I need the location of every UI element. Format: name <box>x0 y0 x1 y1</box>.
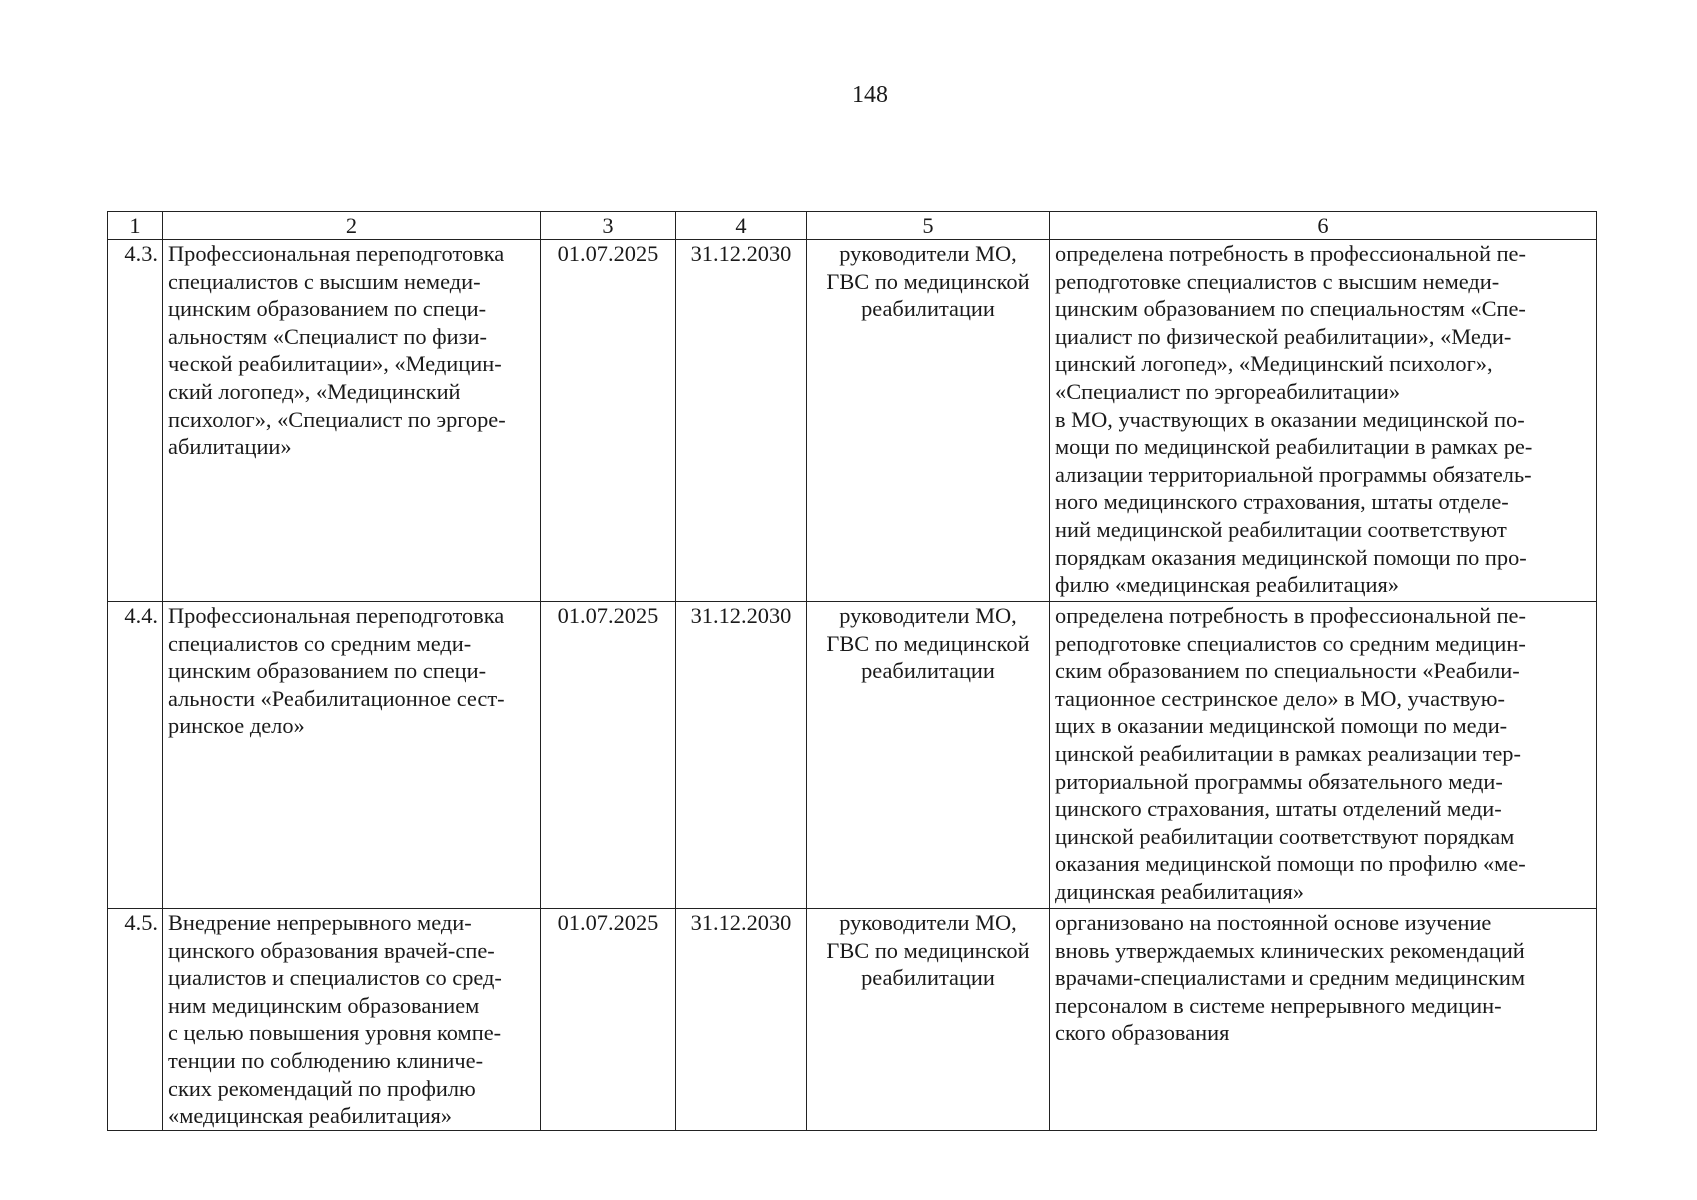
table-row <box>108 240 1597 602</box>
column-header-3: 3 <box>541 212 676 240</box>
column-header-5: 5 <box>807 212 1050 240</box>
responsible-party: руководители МО, ГВС по медицинской реабилитации <box>807 909 1050 1131</box>
end-date: 31.12.2030 <box>676 240 807 602</box>
activity-description: Внедрение непрерывного меди- цинского образования врачей-спе- циалистов и специалистов со сред- ним медицинским образованием с целью повышения уровня компе- тенции по соблюдению клиниче- ских рекомендаций по профилю «медицинская реабилитация» <box>163 909 541 1131</box>
table-header-row <box>108 212 1597 240</box>
expected-result: определена потребность в профессиональной пе- реподготовке специалистов со средним медицин- ским образованием по специальности «Реабили- тационное сестринское дело» в МО, участвую- щих в оказании медицинской помощи по меди- цинской реабилитации в рамках реализации тер- риториальной программы обязательного меди- цинского страхования, штаты отделений меди- цинской реабилитации соответствуют порядкам оказания медицинской помощи по профилю «ме- дицинская реабилитация» <box>1050 602 1597 909</box>
table-row <box>108 602 1597 909</box>
start-date: 01.07.2025 <box>541 909 676 1131</box>
column-header-2: 2 <box>163 212 541 240</box>
responsible-party: руководители МО, ГВС по медицинской реабилитации <box>807 602 1050 909</box>
column-header-4: 4 <box>676 212 807 240</box>
table-row <box>108 909 1597 1131</box>
start-date: 01.07.2025 <box>541 240 676 602</box>
start-date: 01.07.2025 <box>541 602 676 909</box>
expected-result: организовано на постоянной основе изучение вновь утверждаемых клинических рекомендаций врачами-специалистами и средним медицинским персоналом в системе непрерывного медицин- ского образования <box>1050 909 1597 1131</box>
activities-table <box>107 211 1597 1131</box>
page-number: 148 <box>852 82 888 108</box>
row-number: 4.3. <box>108 240 163 602</box>
column-header-6: 6 <box>1050 212 1597 240</box>
end-date: 31.12.2030 <box>676 602 807 909</box>
activity-description: Профессиональная переподготовка специалистов с высшим немеди- цинским образованием по специ- альностям «Специалист по физи- ческой реабилитации», «Медицин- ский логопед», «Медицинский психолог», «Специалист по эргоре- абилитации» <box>163 240 541 602</box>
column-header-1: 1 <box>108 212 163 240</box>
end-date: 31.12.2030 <box>676 909 807 1131</box>
row-number: 4.5. <box>108 909 163 1131</box>
row-number: 4.4. <box>108 602 163 909</box>
expected-result: определена потребность в профессиональной пе- реподготовке специалистов с высшим немеди- цинским образованием по специальностям «Спе- циалист по физической реабилитации», «Меди- цинский логопед», «Медицинский психолог», «Специалист по эргореабилитации» в МО, участвующих в оказании медицинской по- мощи по медицинской реабилитации в рамках ре- ализации территориальной программы обязатель- ного медицинского страхования, штаты отделе- ний медицинской реабилитации соответствуют порядкам оказания медицинской помощи по про- филю «медицинская реабилитация» <box>1050 240 1597 602</box>
activity-description: Профессиональная переподготовка специалистов со средним меди- цинским образованием по специ- альности «Реабилитационное сест- ринское дело» <box>163 602 541 909</box>
responsible-party: руководители МО, ГВС по медицинской реабилитации <box>807 240 1050 602</box>
